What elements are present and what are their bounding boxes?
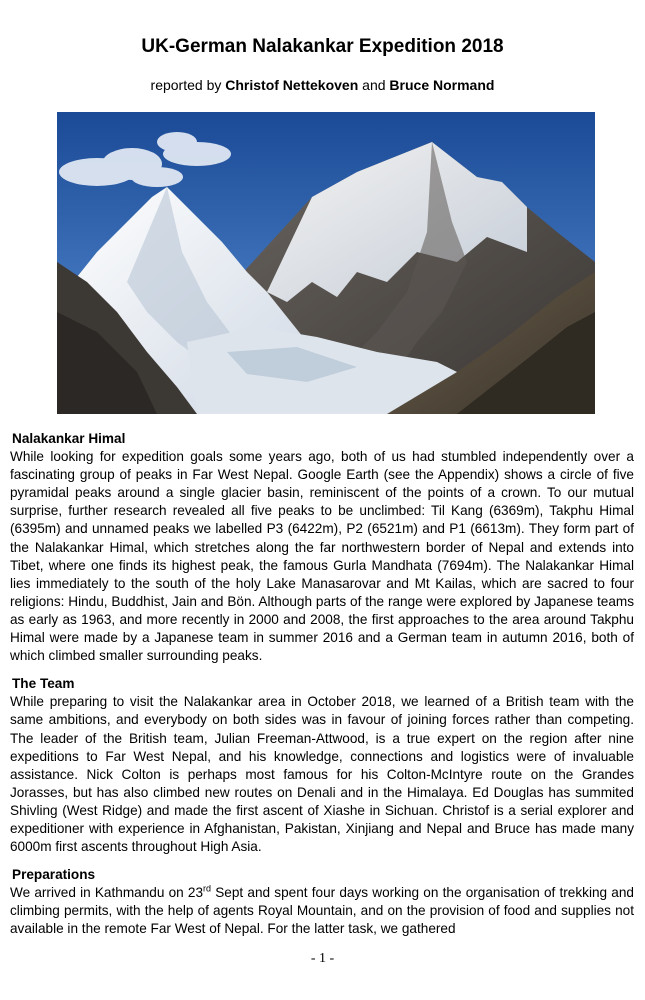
section-paragraph bbox=[10, 884, 634, 938]
section-heading: The Team bbox=[12, 676, 75, 692]
section-paragraph: While looking for expedition goals some years ago, both of us had stumbled independently over a fascinating group of peaks in Far West Nepal. Google Earth (see the Appendix) shows a circle of five pyramidal peaks around a single glacier basin, reminiscent of the points of a crown. To our mutual surprise, further research revealed all five peaks to be unclimbed: Til Kang (6369m), Takphu Himal (6395m) and unnamed peaks we labelled P3 (6422m), P2 (6521m) and P1 (6613m). They form part of the Nalakankar Himal, which stretches along the far northwestern border of Nepal and extends into Tibet, where one finds its highest peak, the famous Gurla Mandhata (7694m). The Nalakankar Himal lies immediately to the south of the holy Lake Manasarovar and Mt Kailas, which are sacred to four religions: Hindu, Buddhist, Jain and Bön. Although parts of the range were explored by Japanese teams as early as 1963, and more recently in 2000 and 2008, the first approaches to the area around Takphu Himal were made by a Japanese team in summer 2016 and a German team in autumn 2016, both of which climbed smaller surrounding peaks. bbox=[10, 449, 634, 664]
article-body bbox=[10, 430, 634, 949]
section-preparations bbox=[10, 866, 634, 938]
document-title: UK-German Nalakankar Expedition 2018 bbox=[141, 36, 504, 57]
byline bbox=[0, 77, 645, 94]
page-number: - 1 - bbox=[310, 951, 335, 966]
section-heading: Nalakankar Himal bbox=[12, 431, 126, 446]
section-heading: Preparations bbox=[12, 867, 96, 883]
author-2: Bruce Normand bbox=[389, 77, 495, 93]
section-the-team bbox=[10, 675, 634, 856]
section-paragraph: While preparing to visit the Nalakankar area in October 2018, we learned of a British team with the same ambitions, and everybody on both sides was in favour of joining forces rather than competing. The leader of the British team, Julian Freeman-Attwood, is a true expert on the region after nine expeditions to Far West Nepal, and his knowledge, connections and logistics were of invaluable assistance. Nick Colton is perhaps most famous for his Colton-McIntyre route on the Grandes Jorasses, but has also climbed new routes on Denali and in the Himalaya. Ed Douglas has summited Shivling (West Ridge) and made the first ascent of Xiashe in Sichuan. Christof is a serial explorer and expeditioner with experience in Afghanistan, Pakistan, Xinjiang and Nepal and Bruce has made many 6000m first ascents throughout High Asia. bbox=[10, 694, 634, 855]
section-nalakankar-himal bbox=[10, 430, 634, 665]
author-1: Christof Nettekoven bbox=[225, 77, 359, 93]
paragraph-text-rest: Sept and spent four days working on the organisation of trekking and climbing permits, with the help of agents Royal Mountain, and on the provision of food and supplies not available in the remote Far West of Nepal. For the latter task, we gathered bbox=[10, 885, 634, 937]
byline-prefix: reported by bbox=[150, 77, 222, 93]
paragraph-text-start: We arrived in Kathmandu on 23 bbox=[10, 885, 204, 901]
ordinal-suffix: rd bbox=[203, 883, 212, 894]
mountain-photo bbox=[57, 112, 595, 414]
byline-joiner: and bbox=[362, 77, 386, 93]
